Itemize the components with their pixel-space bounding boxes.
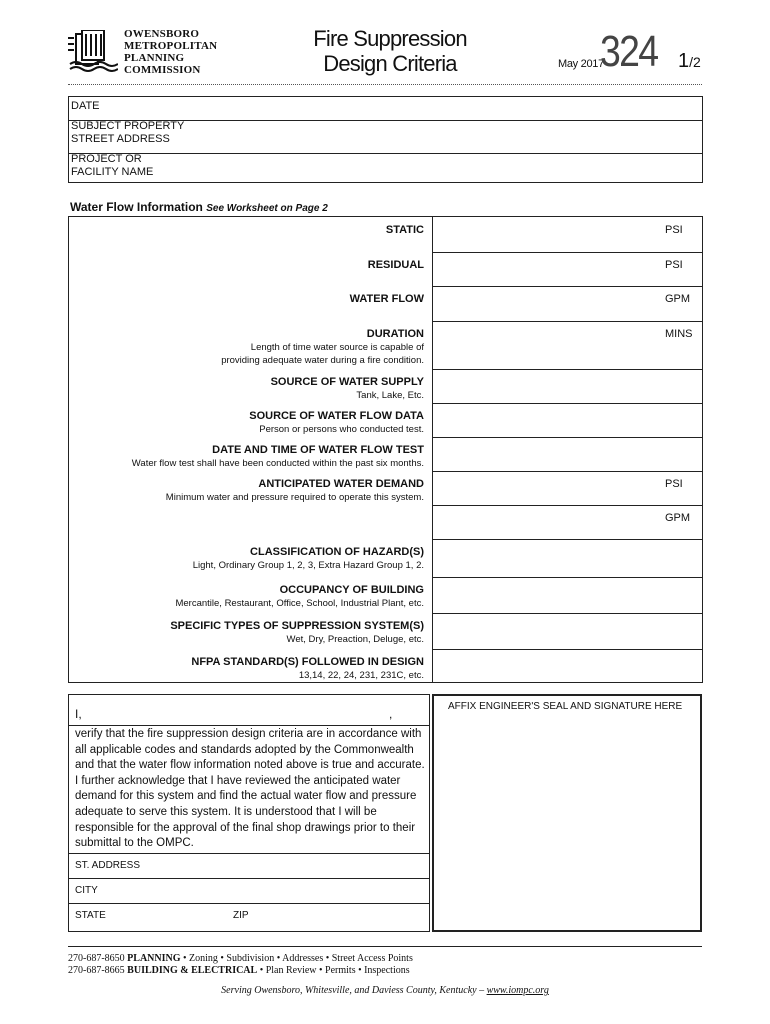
- name-prefix: I,: [75, 707, 82, 721]
- water-flow-subtitle: See Worksheet on Page 2: [206, 203, 328, 214]
- unit-label: GPM: [665, 293, 691, 305]
- unit-label: PSI: [665, 478, 683, 490]
- footer-divider: [68, 946, 702, 947]
- row-heading: CLASSIFICATION OF HAZARD(S): [250, 546, 424, 558]
- building-services: • Plan Review • Permits • Inspections: [257, 965, 410, 976]
- water-flow-input[interactable]: [433, 217, 702, 252]
- row-heading: WATER FLOW: [349, 293, 424, 305]
- row-heading: DATE AND TIME OF WATER FLOW TEST: [212, 444, 424, 456]
- water-flow-heading: [70, 200, 328, 214]
- row-heading: ANTICIPATED WATER DEMAND: [258, 478, 424, 490]
- header-divider: [68, 84, 702, 85]
- row-description: Person or persons who conducted test.: [259, 424, 424, 435]
- revision-date: May 2017: [558, 58, 604, 70]
- row-heading: SPECIFIC TYPES OF SUPPRESSION SYSTEM(S): [170, 620, 424, 632]
- water-flow-input[interactable]: [433, 403, 702, 437]
- engineer-seal-box[interactable]: [432, 694, 702, 932]
- row-heading: NFPA STANDARD(S) FOLLOWED IN DESIGN: [191, 656, 424, 668]
- row-heading: DURATION: [366, 328, 424, 340]
- row-description: Light, Ordinary Group 1, 2, 3, Extra Hazard Group 1, 2.: [192, 560, 424, 571]
- date-label: DATE: [71, 100, 100, 112]
- unit-label: GPM: [665, 512, 691, 524]
- water-flow-row-label: [193, 545, 424, 572]
- water-flow-input[interactable]: [433, 649, 702, 684]
- unit-label: PSI: [665, 224, 683, 236]
- water-flow-row-label: [221, 327, 424, 367]
- planning-dept: PLANNING: [127, 953, 181, 964]
- project-name-label: PROJECT OR FACILITY NAME: [71, 153, 154, 178]
- water-flow-row-label: [191, 655, 424, 682]
- organization-name: [124, 28, 217, 76]
- verification-box: [68, 694, 430, 932]
- serving-statement: [0, 985, 770, 996]
- unit-label: PSI: [665, 259, 683, 271]
- website-link[interactable]: www.iompc.org: [486, 985, 549, 996]
- org-line: COMMISSION: [124, 64, 201, 76]
- water-flow-row-label: [350, 292, 424, 306]
- page-number: 1: [678, 50, 690, 72]
- page-indicator: [678, 50, 701, 73]
- water-flow-input[interactable]: [433, 369, 702, 403]
- row-heading: SOURCE OF WATER FLOW DATA: [249, 410, 424, 422]
- form-title: [290, 26, 490, 76]
- water-flow-input[interactable]: [433, 321, 702, 369]
- water-flow-title: Water Flow Information: [70, 200, 203, 214]
- page-total: /2: [689, 54, 701, 70]
- st-address-label: ST. ADDRESS: [75, 860, 141, 871]
- building-dept: BUILDING & ELECTRICAL: [127, 965, 258, 976]
- water-flow-row-label: [132, 443, 424, 470]
- water-flow-row-label: [175, 583, 424, 610]
- org-line: OWENSBORO: [124, 28, 200, 40]
- title-line-2: Design Criteria: [323, 51, 457, 76]
- unit-label: MINS: [665, 328, 693, 340]
- street-address-field[interactable]: [69, 117, 702, 154]
- water-flow-row-label: [170, 619, 424, 646]
- water-flow-input[interactable]: [433, 613, 702, 649]
- row-heading: OCCUPANCY OF BUILDING: [279, 584, 424, 596]
- street-address-label: SUBJECT PROPERTY STREET ADDRESS: [71, 120, 185, 145]
- form-number: 324: [600, 27, 658, 76]
- row-heading: RESIDUAL: [367, 259, 424, 271]
- water-flow-input[interactable]: [433, 539, 702, 577]
- zip-label: ZIP: [233, 910, 249, 921]
- row-heading: STATIC: [385, 224, 424, 236]
- planning-services: • Zoning • Subdivision • Addresses • Street Access Points: [180, 953, 413, 964]
- verification-statement: verify that the fire suppression design criteria are in accordance with all applicable codes and standards adopted by the Commonwealth and that the water flow information noted above is true and accurate. I further acknowledge that I have reviewed the anticipated water demand for this system and find the actual water flow and pressure adequate to serve this system. It is understood that I will be responsible for the approval of the final shop drawings prior to their submittal to the OMPC.: [75, 728, 425, 850]
- row-heading: SOURCE OF WATER SUPPLY: [270, 376, 424, 388]
- org-line: PLANNING: [124, 52, 185, 64]
- city-label: CITY: [75, 885, 98, 896]
- water-flow-row-label: [166, 477, 424, 504]
- name-field-line[interactable]: [69, 725, 429, 726]
- seal-label: AFFIX ENGINEER'S SEAL AND SIGNATURE HERE: [448, 701, 683, 712]
- row-description: Water flow test shall have been conducted within the past six months.: [131, 458, 424, 469]
- state-label: STATE: [75, 910, 106, 921]
- project-name-field[interactable]: [69, 150, 702, 186]
- water-flow-input[interactable]: [433, 286, 702, 321]
- water-flow-input[interactable]: [433, 471, 702, 505]
- name-comma: ,: [389, 707, 393, 721]
- water-flow-row-label: [386, 223, 424, 237]
- footer-contacts: [68, 953, 413, 977]
- water-flow-input[interactable]: [433, 252, 702, 286]
- row-description: Length of time water source is capable of providing adequate water during a fire condition.: [221, 342, 424, 366]
- footer-line-planning: [68, 953, 413, 965]
- row-description: Wet, Dry, Preaction, Deluge, etc.: [286, 634, 424, 645]
- water-flow-input[interactable]: [433, 577, 702, 613]
- row-description: Mercantile, Restaurant, Office, School, Industrial Plant, etc.: [175, 598, 424, 609]
- water-flow-input[interactable]: [433, 437, 702, 471]
- title-line-1: Fire Suppression: [313, 26, 467, 51]
- project-info-box: [68, 96, 703, 183]
- state-zip-field[interactable]: [69, 903, 429, 934]
- footer-line-building: [68, 965, 413, 977]
- water-flow-table: [68, 216, 703, 683]
- ompc-logo-icon: [68, 30, 118, 74]
- building-phone: 270-687-8665: [68, 965, 125, 976]
- planning-phone: 270-687-8650: [68, 953, 125, 964]
- serving-text: Serving Owensboro, Whitesville, and Daviess County, Kentucky –: [221, 985, 487, 996]
- water-flow-row-label: [249, 409, 424, 436]
- org-line: METROPOLITAN: [124, 40, 218, 52]
- row-description: 13,14, 22, 24, 231, 231C, etc.: [298, 670, 424, 681]
- row-description: Tank, Lake, Etc.: [356, 390, 424, 401]
- water-flow-row-label: [271, 375, 424, 402]
- row-description: Minimum water and pressure required to operate this system.: [165, 492, 424, 503]
- water-flow-row-label: [368, 258, 424, 272]
- water-flow-input[interactable]: [433, 505, 702, 539]
